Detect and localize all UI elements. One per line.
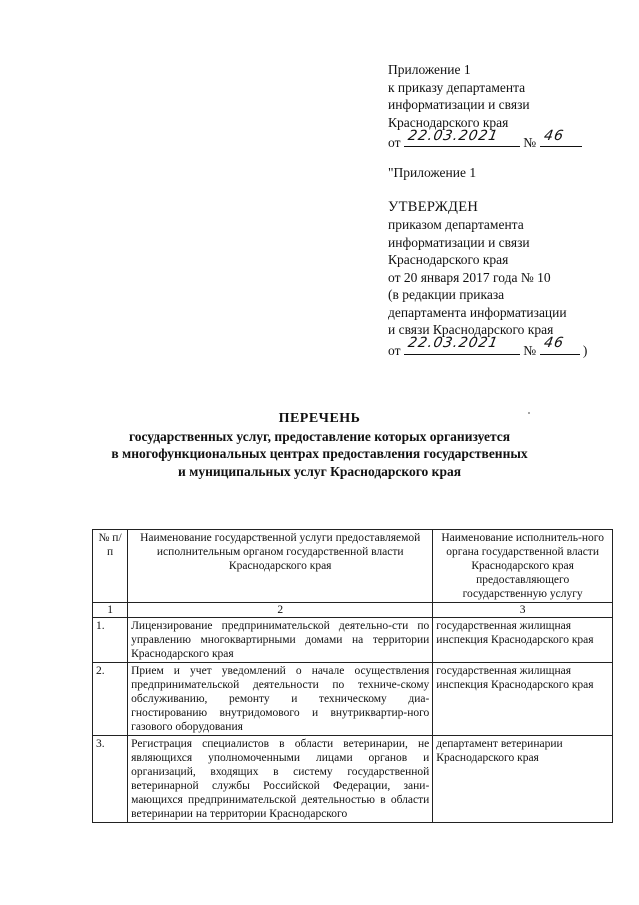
date-prefix: от xyxy=(388,135,401,150)
approval-line: Краснодарского края xyxy=(388,252,509,267)
number-field xyxy=(540,335,580,355)
column-index: 1 xyxy=(93,603,128,618)
appendix-line: Приложение 1 xyxy=(388,62,471,77)
service-name: Прием и учет уведомлений о начале осуществления предпринимательской деятельности по техниче-скому обслуживанию, ремонту и техническому диа-гностированию внутридомового и внутриквартир-ного газового оборудования xyxy=(128,663,433,736)
column-index: 2 xyxy=(128,603,433,618)
approval-line: департамента информатизации xyxy=(388,304,567,320)
date-field xyxy=(404,335,520,355)
appendix-block xyxy=(388,61,582,152)
heading-line: и муниципальных услуг Краснодарского края xyxy=(177,463,462,479)
service-name: Лицензирование предпринимательской деятельно-сти по управлению многоквартирными домами на территории Краснодарского края xyxy=(128,618,433,663)
column-index: 3 xyxy=(433,603,613,618)
number-field xyxy=(540,127,582,147)
date-field xyxy=(404,127,520,147)
approval-date-number-line xyxy=(388,335,588,360)
approval-block xyxy=(388,164,587,359)
approval-line: информатизации и связи xyxy=(388,234,530,250)
table-header-row xyxy=(93,530,613,603)
row-number: 3. xyxy=(93,736,128,823)
column-index-row xyxy=(93,603,613,618)
number-prefix: № xyxy=(523,342,537,358)
number-prefix: № xyxy=(523,135,537,150)
row-number: 1. xyxy=(93,618,128,663)
header-organ-name: Наименование исполнитель-ного органа государственной власти Краснодарского края предоставляющего государственную услугу xyxy=(433,530,613,603)
quote-line: "Приложение 1 xyxy=(388,165,477,180)
table-row xyxy=(93,618,613,663)
services-table xyxy=(92,529,613,823)
appendix-line: к приказу департамента xyxy=(388,79,526,95)
service-name: Регистрация специалистов в области ветеринарии, не являющихся уполномоченными лицами органов и организаций, входящих в систему государственной ветеринарной службы Российской Федерации, зани-мающихся предпринимательской деятельностью в области ветеринарии на территории Краснодарского xyxy=(128,736,433,823)
handwritten-date: 22.03.2021 xyxy=(406,127,500,144)
handwritten-number: 46 xyxy=(542,127,565,144)
handwritten-date: 22.03.2021 xyxy=(406,335,500,351)
approval-line: (в редакции приказа xyxy=(388,287,505,302)
table-row xyxy=(93,736,613,823)
heading-line: государственных услуг, предоставление которых организуется xyxy=(128,428,511,444)
approval-line: от 20 января 2017 года № 10 xyxy=(388,269,551,285)
date-prefix: от xyxy=(388,342,401,358)
table-row xyxy=(93,663,613,736)
appendix-date-number-line xyxy=(388,127,582,152)
heading-line: в многофункциональных центрах предоставления государственных xyxy=(111,446,528,461)
approved-title: УТВЕРЖДЕН xyxy=(388,198,479,215)
header-service-name: Наименование государственной услуги предоставляемой исполнительным органом государственной власти Краснодарского края xyxy=(128,530,433,603)
appendix-line: информатизации и связи xyxy=(388,97,530,112)
organ-name: государственная жилищная инспекция Краснодарского края xyxy=(433,618,613,663)
heading-title: ПЕРЕЧЕНЬ xyxy=(278,411,361,426)
header-num: № п/п xyxy=(93,530,128,603)
organ-name: государственная жилищная инспекция Краснодарского края xyxy=(433,663,613,736)
handwritten-number: 46 xyxy=(542,335,565,351)
organ-name: департамент ветеринарии Краснодарского края xyxy=(433,736,613,823)
document-heading xyxy=(0,410,639,480)
approval-line: приказом департамента xyxy=(388,217,524,232)
row-number: 2. xyxy=(93,663,128,736)
appendix-line: Краснодарского края xyxy=(388,114,509,130)
approval-line: и связи Краснодарского края xyxy=(388,322,554,337)
closing-paren: ) xyxy=(582,342,588,358)
